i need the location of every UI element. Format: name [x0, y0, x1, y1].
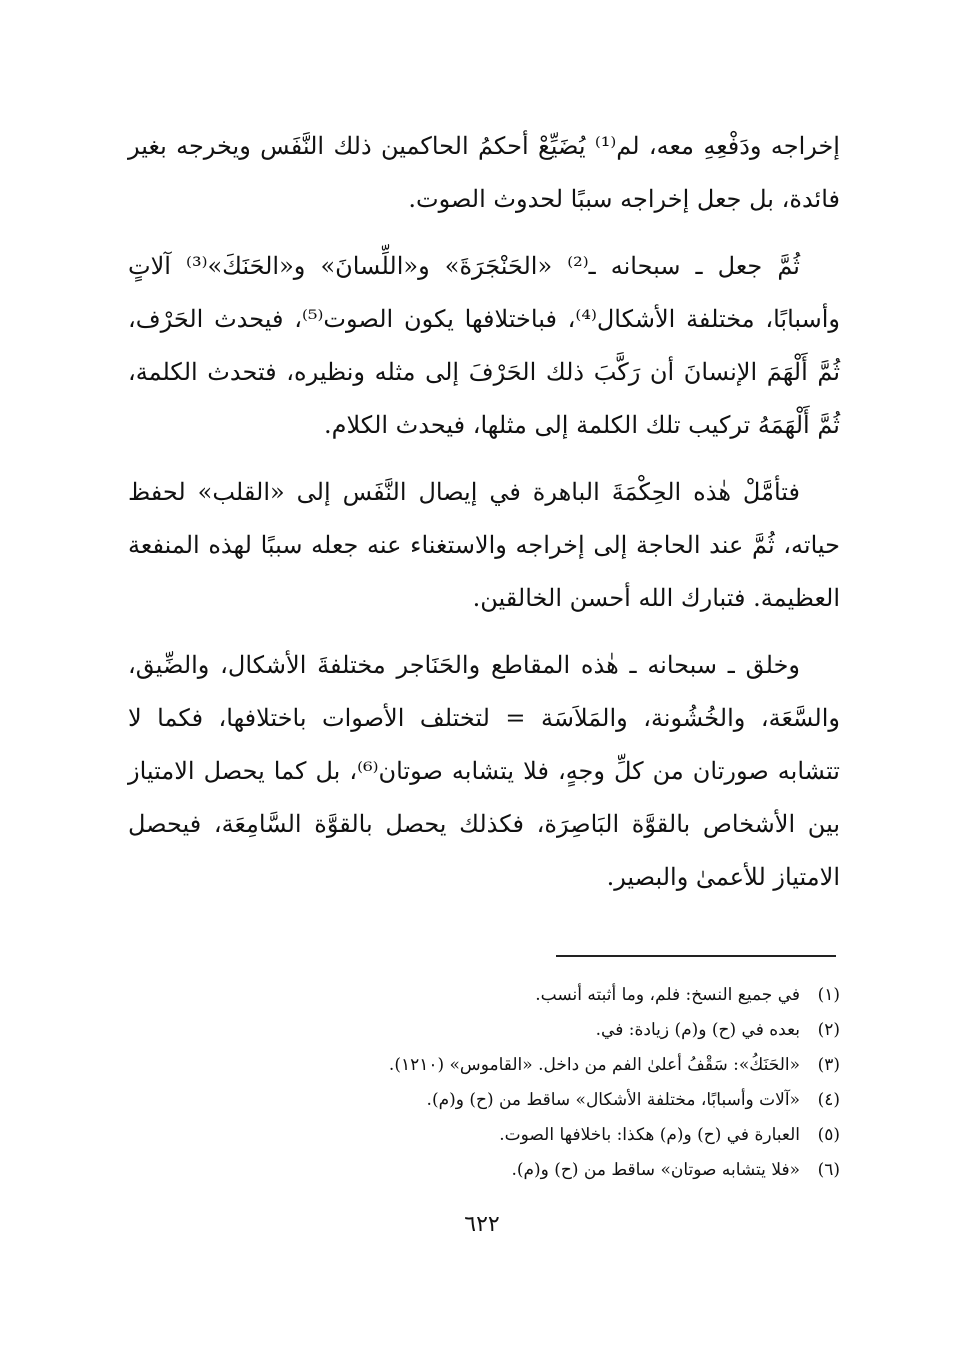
footnote-text: «آلات وأسبابًا، مختلفة الأشكال» ساقط من (ح) و(م). — [426, 1090, 800, 1110]
footnote-3 — [200, 1048, 840, 1083]
footnotes — [200, 978, 840, 1188]
footnote-text: العبارة في (ح) و(م) هكذا: باخلافها الصوت. — [499, 1125, 800, 1145]
paragraph-1: إخراجه ودَفْعِهِ معه، لم⁽¹⁾ يُضَيِّعْ أحكمُ الحاكمين ذلك النَّفَس ويخرجه بغير فائدة، بل جعل إخراجه سببًا لحدوث الصوت. — [128, 132, 840, 213]
footnote-text: «الحَنَكُ»: سَقْفُ أعلىٰ الفم من داخل. «القاموس» (١٢١٠). — [388, 1055, 800, 1075]
footnote-2 — [200, 1013, 840, 1048]
footnote-number: (٤) — [817, 1090, 840, 1110]
footnote-text: «فلا يتشابه صوتان» ساقط من (ح) و(م). — [511, 1160, 800, 1180]
footnote-separator — [556, 955, 836, 957]
footnote-text: في جميع النسخ: فلم، وما أثبته أنسب. — [535, 985, 800, 1005]
paragraph-2: ثُمَّ جعل ـ سبحانه ـ⁽²⁾ «الحَنْجَرَةَ» و«اللِّسانَ» و«الحَنَكَ»⁽³⁾ آلاتٍ وأسبابًا، مختلفة الأشكال⁽⁴⁾، فباختلافها يكون الصوت⁽⁵⁾، فيحدث الحَرْف، ثُمَّ أَلْهَمَ الإنسانَ أن رَكَّبَ ذلك الحَرْفَ إلى مثله ونظيره، فتحدث الكلمة، ثُمَّ أَلْهَمَهُ تركيب تلك الكلمة إلى مثلها، فيحدث الكلام. — [128, 252, 841, 439]
footnote-number: (١) — [817, 985, 840, 1005]
footnote-number: (٢) — [817, 1020, 840, 1040]
paragraph-4: وخلق ـ سبحانه ـ هٰذه المقاطع والحَنَاجر مختلفةَ الأشكال، والضِّيق، والسَّعَة، والخُشُونة، والمَلاَسَة = لتختلف الأصوات باختلافها، فكما لا تتشابه صورتان من كلِّ وجهٍ، فلا يتشابه صوتان⁽⁶⁾، بل كما يحصل الامتياز بين الأشخاص بالقوَّة البَاصِرَة، فكذلك يحصل بالقوَّة السَّامِعَة، فيحصل الامتياز للأعمىٰ والبصير. — [128, 651, 840, 891]
footnote-6 — [200, 1153, 840, 1188]
footnote-number: (٦) — [817, 1160, 840, 1180]
footnote-1 — [200, 978, 840, 1013]
footnote-number: (٥) — [817, 1125, 840, 1145]
footnote-5 — [200, 1118, 840, 1153]
footnote-4 — [200, 1083, 840, 1118]
page-number: ٦٢٢ — [464, 1212, 500, 1237]
main-text — [128, 120, 840, 904]
footnote-text: بعده في (ح) و(م) زيادة: في. — [595, 1020, 800, 1040]
paragraph-3: فتأمَّلْ هٰذه الحِكْمَةَ الباهرة في إيصال النَّفَس إلى «القلب» لحفظ حياته، ثُمَّ عند الحاجة إلى إخراجه والاستغناء عنه جعله سببًا لهذه المنفعة العظيمة. فتبارك الله أحسن الخالقين. — [128, 478, 840, 612]
footnote-number: (٣) — [817, 1055, 840, 1075]
